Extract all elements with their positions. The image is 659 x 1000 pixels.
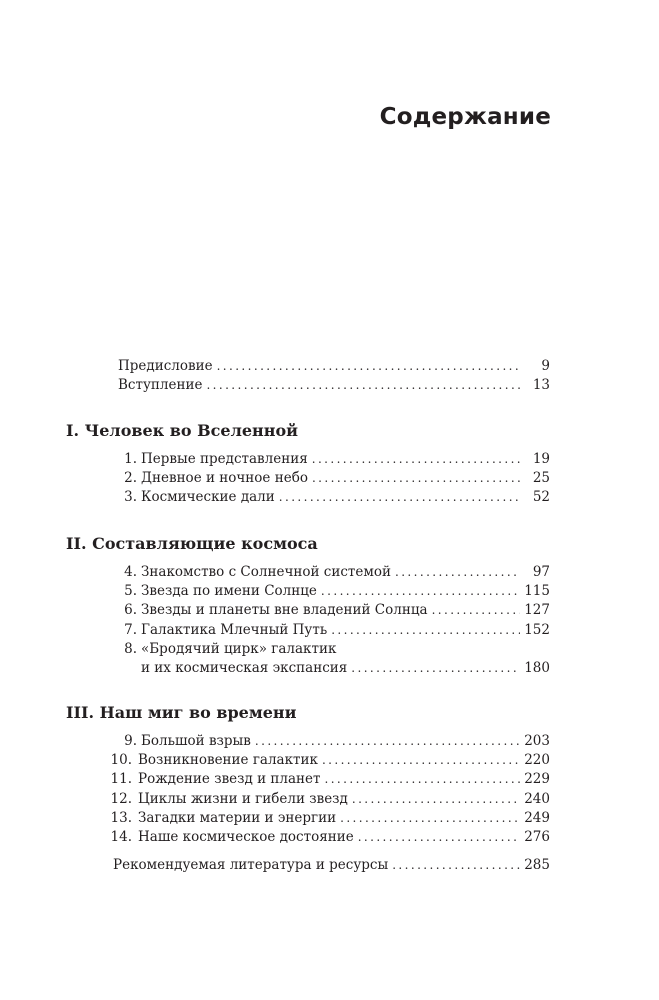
entry-title: Загадки материи и энергии	[138, 809, 337, 826]
toc-entry[interactable]	[110, 770, 550, 789]
page-number: 13	[532, 377, 550, 394]
toc-entry[interactable]	[118, 450, 550, 469]
entry-title: Рекомендуемая литература и ресурсы	[113, 857, 389, 873]
page-number: 115	[524, 583, 550, 600]
page-number: 203	[524, 733, 550, 749]
page-number: 52	[532, 489, 550, 506]
page-number: 285	[524, 857, 550, 873]
entry-number: 5.	[124, 583, 137, 600]
entry-title: Космические дали	[141, 489, 275, 506]
entry-title: Наше космическое достояние	[138, 829, 354, 845]
entry-number: 9.	[124, 733, 137, 749]
toc-entry[interactable]	[118, 640, 550, 659]
section-heading: II. Составляющие космоса	[66, 534, 318, 553]
entry-title: Знакомство с Солнечной системой	[141, 564, 391, 580]
dot-leader	[322, 751, 520, 770]
page-title: Содержание	[379, 104, 551, 130]
entry-title: Звезды и планеты вне владений Солнца	[141, 602, 428, 619]
page-number: 97	[532, 564, 550, 580]
page-number: 127	[524, 602, 550, 619]
toc-entry[interactable]	[118, 601, 550, 620]
entry-title: и их космическая экспансия	[141, 660, 348, 676]
toc-entry[interactable]	[118, 488, 550, 507]
entry-title: Рождение звезд и планет	[138, 771, 321, 788]
toc-entry[interactable]	[110, 751, 550, 770]
toc-entry[interactable]	[118, 376, 550, 395]
toc-entry[interactable]	[118, 357, 550, 376]
entry-number: 11.	[110, 771, 132, 788]
dot-leader	[279, 488, 520, 507]
toc-entry[interactable]	[110, 828, 550, 847]
dot-leader	[395, 563, 520, 582]
entry-title: Предисловие	[118, 358, 213, 374]
page-number: 240	[524, 790, 550, 807]
dot-leader	[432, 601, 520, 620]
entry-title: Первые представления	[141, 451, 308, 467]
page-number: 249	[524, 809, 550, 826]
entry-title: Дневное и ночное небо	[141, 470, 308, 487]
entry-number: 10.	[110, 752, 132, 769]
toc-entry[interactable]	[118, 621, 550, 640]
page-number: 229	[524, 771, 550, 788]
dot-leader	[255, 732, 520, 751]
dot-leader	[358, 828, 520, 847]
dot-leader	[217, 357, 520, 376]
toc-entry[interactable]	[118, 582, 550, 601]
entry-number: 7.	[124, 621, 137, 638]
page-number: 180	[524, 660, 550, 676]
toc-entry[interactable]	[110, 790, 550, 809]
toc-entry[interactable]	[113, 856, 550, 875]
dot-leader	[312, 450, 520, 469]
toc-entry[interactable]	[110, 809, 550, 828]
entry-number: 12.	[110, 790, 132, 807]
page-number: 19	[532, 451, 550, 467]
entry-title: Вступление	[118, 377, 203, 394]
entry-title: Возникновение галактик	[138, 752, 318, 769]
entry-number: 3.	[124, 489, 137, 506]
page-number: 276	[524, 829, 550, 845]
entry-title: Звезда по имени Солнце	[141, 583, 317, 600]
entry-number: 8.	[124, 640, 137, 657]
dot-leader	[312, 469, 520, 488]
dot-leader	[325, 770, 521, 789]
entry-title: «Бродячий цирк» галактик	[141, 640, 337, 657]
dot-leader	[206, 376, 520, 395]
dot-leader	[321, 582, 520, 601]
page-number: 9	[541, 358, 550, 374]
dot-leader	[392, 856, 520, 875]
entry-number: 4.	[124, 564, 137, 580]
entry-number: 14.	[110, 829, 132, 845]
section-heading: I. Человек во Вселенной	[66, 421, 299, 440]
dot-leader	[340, 809, 520, 828]
section-heading: III. Наш миг во времени	[66, 703, 297, 722]
entry-title: Галактика Млечный Путь	[141, 621, 328, 638]
entry-number: 13.	[110, 809, 132, 826]
entry-title: Большой взрыв	[141, 733, 251, 749]
toc-entry[interactable]	[118, 469, 550, 488]
entry-number: 2.	[124, 470, 137, 487]
toc-entry[interactable]	[118, 732, 550, 751]
dot-leader	[331, 621, 520, 640]
page-number: 152	[524, 621, 550, 638]
dot-leader	[351, 659, 520, 678]
toc-entry[interactable]	[118, 563, 550, 582]
entry-title: Циклы жизни и гибели звезд	[138, 790, 348, 807]
page-number: 220	[524, 752, 550, 769]
toc-entry-continuation	[141, 659, 550, 678]
entry-number: 6.	[124, 602, 137, 619]
page-number: 25	[532, 470, 550, 487]
dot-leader	[352, 790, 520, 809]
entry-number: 1.	[124, 451, 137, 467]
